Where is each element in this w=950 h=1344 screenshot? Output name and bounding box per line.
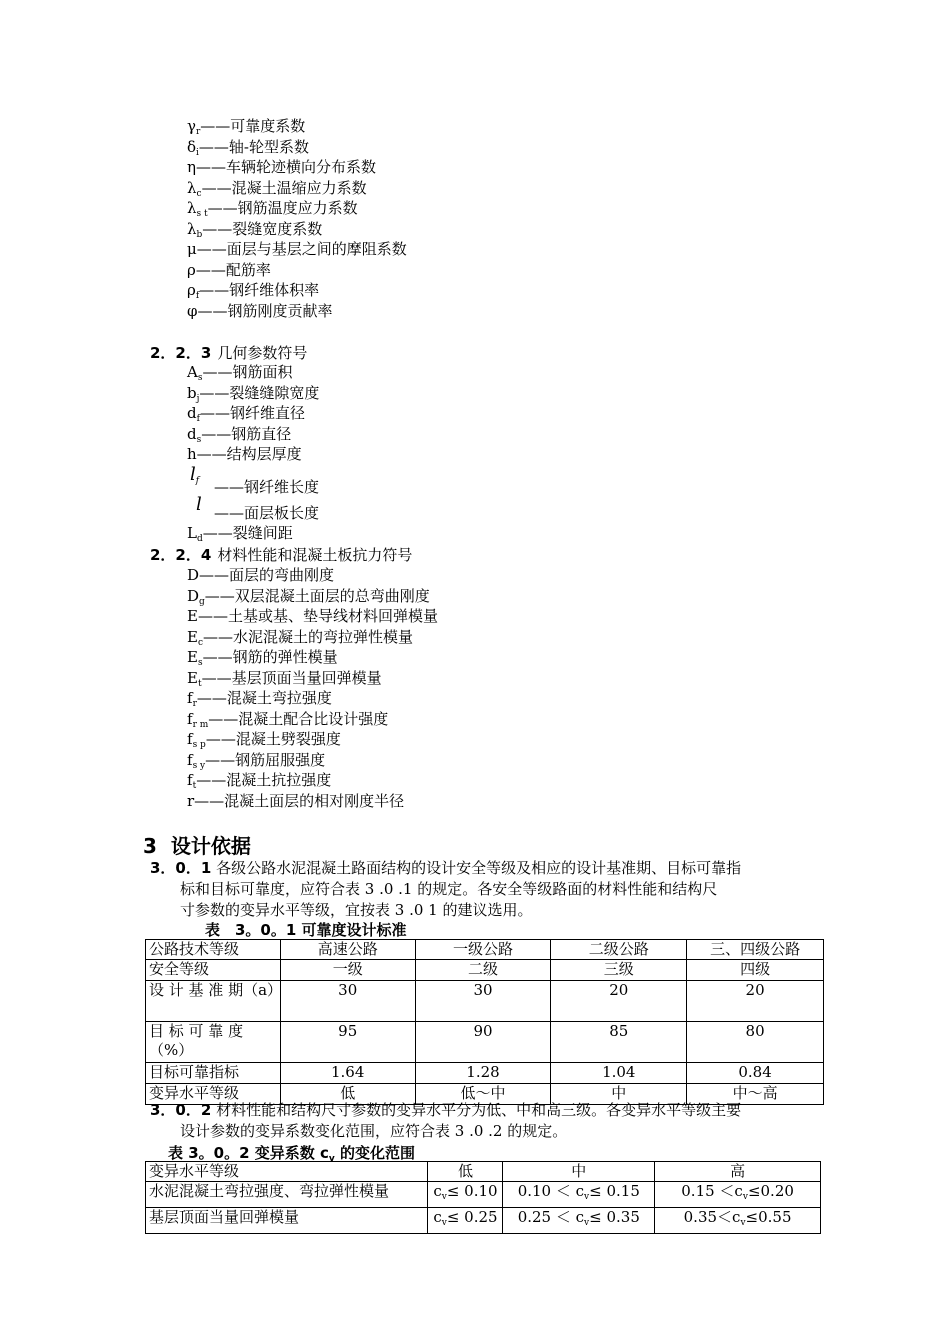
symbol-base: E (187, 648, 198, 666)
symbol-desc: ——钢筋温度应力系数 (207, 199, 358, 217)
symbol-desc: ——混凝土抗拉强度 (196, 771, 332, 789)
symbol-subscript: r (195, 127, 201, 137)
table-cell: 公路技术等级 (146, 940, 281, 960)
section-number: 2．2．3 (150, 344, 212, 362)
table-cell: 水泥混凝土弯拉强度、弯拉弹性模量 (146, 1182, 428, 1208)
symbol-item (187, 606, 438, 627)
table-cell: 20 (551, 981, 687, 1022)
symbol-base: f (187, 689, 193, 707)
table-cell (655, 1182, 821, 1208)
symbol-desc: ——钢筋面积 (202, 363, 293, 381)
symbol-base: d (187, 404, 197, 422)
symbol-subscript: r (192, 699, 197, 709)
symbol-item (187, 198, 407, 219)
cv-prefix: 0.35＜c (683, 1208, 741, 1226)
symbol-desc: ——配筋率 (195, 260, 271, 279)
paragraph-3-0-2: 3．0．2 材料性能和结构尺寸参数的变异水平分为低、中和高三级。各变异水平等级主要 设计参数的变异系数变化范围，应符合表 3 .0 .2 的规定。 (150, 1101, 742, 1140)
symbol-subscript: c (196, 188, 202, 199)
chapter-heading: 3 设计依据 (143, 834, 251, 858)
symbol-item (187, 260, 407, 281)
symbol-desc: ——混凝土温缩应力系数 (201, 178, 367, 197)
table-cell: 95 (280, 1022, 415, 1063)
symbol-item (187, 565, 438, 586)
symbol-base: A (187, 363, 198, 381)
symbol-base: d (187, 424, 197, 443)
table-cell: 目 标 可 靠 度（%） (146, 1022, 281, 1063)
cv-range: ≤ 0.10 (446, 1182, 498, 1200)
table-cell: 一级 (280, 960, 415, 981)
symbol-base: ρ (187, 281, 196, 299)
table-header-row (146, 1162, 821, 1182)
symbol-subscript: s (197, 658, 203, 668)
cv-subscript: v (441, 1192, 447, 1202)
table-cell: 30 (415, 981, 551, 1022)
section-number: 2．2．4 (150, 546, 212, 564)
cv-prefix: c (433, 1208, 442, 1226)
symbol-list-reliability (187, 116, 407, 321)
table-row (146, 981, 824, 1022)
table-cell: 80 (687, 1022, 824, 1063)
symbol-crack-spacing: $L_d——$裂缝间距 (187, 524, 293, 544)
symbol-subscript: b (196, 229, 203, 240)
table-row (146, 1182, 821, 1208)
symbol-item (187, 750, 438, 771)
symbol-base: D (187, 586, 200, 605)
symbol-base: μ (187, 240, 197, 258)
symbol-item (187, 239, 407, 260)
section-heading-2-2-3 (150, 342, 307, 363)
symbol-item (187, 688, 438, 709)
table-cell: 1.64 (280, 1063, 415, 1084)
symbol-item (187, 770, 438, 791)
symbol-base: ρ (187, 260, 196, 279)
cv-prefix: 0.15 ＜c (681, 1182, 743, 1200)
table-row (146, 940, 824, 960)
symbol-desc: ——钢筋直径 (201, 424, 292, 443)
symbol-slab-length: l (196, 494, 202, 515)
section-title: 几何参数符号 (217, 344, 308, 362)
symbol-item (187, 668, 438, 689)
table-cell: 设 计 基 准 期（a） (146, 981, 281, 1022)
symbol-subscript: j (196, 393, 200, 404)
symbol-desc: ——可靠度系数 (200, 117, 306, 135)
symbol-subscript: i (196, 147, 199, 158)
cv-range: ≤0.55 (745, 1208, 792, 1226)
symbol-list-geometry (187, 362, 319, 465)
table-cell (428, 1182, 503, 1208)
symbol-subscript: g (199, 596, 205, 607)
table-cell: 变异水平等级 (146, 1084, 281, 1105)
symbol-desc: ——钢纤维直径 (199, 404, 305, 422)
cv-subscript: v (584, 1192, 590, 1202)
symbol-subscript: s t (196, 209, 208, 219)
table-cell: 中～高 (687, 1084, 824, 1105)
symbol-desc: ——混凝土弯拉强度 (196, 689, 332, 707)
symbol-desc: ——钢筋的弹性模量 (202, 648, 338, 666)
symbol-item (187, 424, 319, 445)
table-cell: 目标可靠指标 (146, 1063, 281, 1084)
symbol-desc: ——钢纤维体积率 (199, 281, 320, 299)
table-cell (428, 1208, 503, 1234)
symbol-item (187, 137, 407, 158)
cv-subscript: v (441, 1218, 447, 1228)
symbol-base: h (187, 445, 197, 463)
symbol-base: E (187, 607, 198, 625)
table-cell: 三级 (551, 960, 687, 981)
symbol-base: E (187, 627, 198, 646)
symbol-item (187, 647, 438, 668)
table-cell (655, 1208, 821, 1234)
table-row (146, 1063, 824, 1084)
symbol-base: λ (187, 199, 197, 217)
table-header-cell: 低 (428, 1162, 503, 1182)
symbol-item (187, 178, 407, 199)
table-cell: 1.28 (415, 1063, 551, 1084)
symbol-base: f (187, 709, 193, 728)
table-cell (503, 1182, 655, 1208)
table-cell: 安全等级 (146, 960, 281, 981)
symbol-subscript: t (197, 678, 202, 689)
symbol-base: η (187, 158, 196, 176)
table-cell: 0.84 (687, 1063, 824, 1084)
table-cell: 85 (551, 1022, 687, 1063)
cv-subscript: v (740, 1218, 746, 1228)
table-cell: 30 (280, 981, 415, 1022)
table-cell: 一级公路 (415, 940, 551, 960)
symbol-subscript: f (195, 291, 200, 301)
reliability-table (145, 939, 824, 1105)
section-heading-2-2-4 (150, 544, 412, 565)
symbol-item (187, 709, 438, 730)
table-cell: 低 (280, 1084, 415, 1105)
symbol-base: λ (187, 219, 197, 238)
symbol-desc: ——混凝土劈裂强度 (205, 730, 341, 748)
symbol-item (187, 729, 438, 750)
table-cell: 中 (551, 1084, 687, 1105)
table-header-cell: 高 (655, 1162, 821, 1182)
table-cell: 低～中 (415, 1084, 551, 1105)
symbol-slab-length-desc: ——面层板长度 (214, 504, 320, 522)
symbol-item (187, 280, 407, 301)
table-row (146, 1208, 821, 1234)
symbol-item (187, 301, 407, 322)
symbol-subscript: s (196, 434, 202, 445)
symbol-base: r (187, 791, 195, 810)
symbol-fiber-length: $l_f$ (190, 464, 200, 486)
table-row (146, 960, 824, 981)
symbol-subscript: s y (192, 760, 206, 771)
symbol-base: λ (187, 178, 197, 197)
symbol-base: b (187, 383, 197, 402)
cv-range: ≤ 0.35 (589, 1208, 640, 1226)
table-cell: 高速公路 (280, 940, 415, 960)
symbol-base: δ (187, 137, 197, 156)
paragraph-3-0-1: 3．0．1 各级公路水泥混凝土路面结构的设计安全等级及相应的设计基准期、目标可靠指 标和目标可靠度，应符合表 3 .0 .1 的规定。各安全等级路面的材料性能和结构尺 寸参数的变异水平等级，宜按表 3 .0 1 的建议选用。 (150, 859, 742, 919)
symbol-desc: ——车辆轮迹横向分布系数 (196, 158, 377, 176)
symbol-subscript: s p (192, 740, 206, 750)
symbol-item (187, 219, 407, 240)
symbol-desc: ——钢筋屈服强度 (205, 750, 326, 769)
cv-subscript: v (584, 1218, 590, 1228)
symbol-subscript: f (196, 414, 200, 424)
symbol-item (187, 116, 407, 137)
cv-range: ≤ 0.15 (589, 1182, 640, 1200)
symbol-subscript: r m (192, 719, 209, 730)
symbol-desc: ——结构层厚度 (196, 445, 302, 463)
symbol-desc: ——面层的弯曲刚度 (199, 566, 335, 584)
table-header-cell: 中 (503, 1162, 655, 1182)
symbol-desc: ——水泥混凝土的弯拉弹性模量 (203, 627, 414, 646)
symbol-base: f (187, 750, 193, 769)
symbol-item (187, 403, 319, 424)
table-cell: 四级 (687, 960, 824, 981)
table-header-cell: 变异水平等级 (146, 1162, 428, 1182)
variation-table (145, 1161, 821, 1234)
table-cell: 二级公路 (551, 940, 687, 960)
table-cell: 20 (687, 981, 824, 1022)
table-cell: 90 (415, 1022, 551, 1063)
symbol-desc: ——裂缝缝隙宽度 (199, 383, 320, 402)
symbol-desc: ——混凝土面层的相对刚度半径 (194, 791, 405, 810)
symbol-item (187, 627, 438, 648)
symbol-desc: ——基层顶面当量回弹模量 (201, 668, 382, 687)
table-cell: 1.04 (551, 1063, 687, 1084)
symbol-base: γ (187, 117, 196, 135)
symbol-item (187, 157, 407, 178)
cv-subscript: v (742, 1192, 748, 1202)
symbol-item (187, 791, 438, 812)
symbol-desc: ——面层与基层之间的摩阻系数 (196, 240, 407, 258)
cv-prefix: 0.25 ＜ c (517, 1208, 585, 1226)
table-caption: 表 3。0。1 可靠度设计标准 (205, 921, 407, 939)
table-cell: 基层顶面当量回弹模量 (146, 1208, 428, 1234)
symbol-desc: ——钢筋刚度贡献率 (197, 301, 333, 320)
symbol-base: f (187, 771, 193, 789)
symbol-subscript: c (197, 637, 203, 648)
symbol-item (187, 383, 319, 404)
symbol-base: f (187, 730, 193, 748)
symbol-subscript: s (197, 373, 203, 383)
cv-prefix: 0.10 ＜ c (517, 1182, 585, 1200)
cv-prefix: c (433, 1182, 442, 1200)
symbol-subscript: t (192, 781, 197, 791)
symbol-base: E (187, 668, 198, 687)
symbol-fiber-length-desc: ——钢纤维长度 (214, 478, 320, 496)
symbol-base: φ (187, 301, 198, 320)
symbol-desc: ——双层混凝土面层的总弯曲刚度 (204, 586, 430, 605)
symbol-desc: ——混凝土配合比设计强度 (208, 709, 389, 728)
table-cell (503, 1208, 655, 1234)
cv-range: ≤0.20 (747, 1182, 794, 1200)
symbol-desc: ——裂缝宽度系数 (202, 219, 323, 238)
symbol-item (187, 586, 438, 607)
table-row (146, 1022, 824, 1063)
section-title: 材料性能和混凝土板抗力符号 (217, 546, 413, 564)
symbol-item (187, 444, 319, 465)
table-cell: 二级 (415, 960, 551, 981)
symbol-item (187, 362, 319, 383)
symbol-base: D (187, 566, 200, 584)
symbol-desc: ——轴-轮型系数 (198, 137, 309, 156)
symbol-list-material (187, 565, 438, 811)
table-caption-2: 表 3。0。2 变异系数 $c_v$ 的变化范围 (168, 1144, 415, 1164)
table-cell: 三、四级公路 (687, 940, 824, 960)
symbol-desc: ——土基或基、垫导线材料回弹模量 (197, 607, 438, 625)
cv-range: ≤ 0.25 (446, 1208, 498, 1226)
